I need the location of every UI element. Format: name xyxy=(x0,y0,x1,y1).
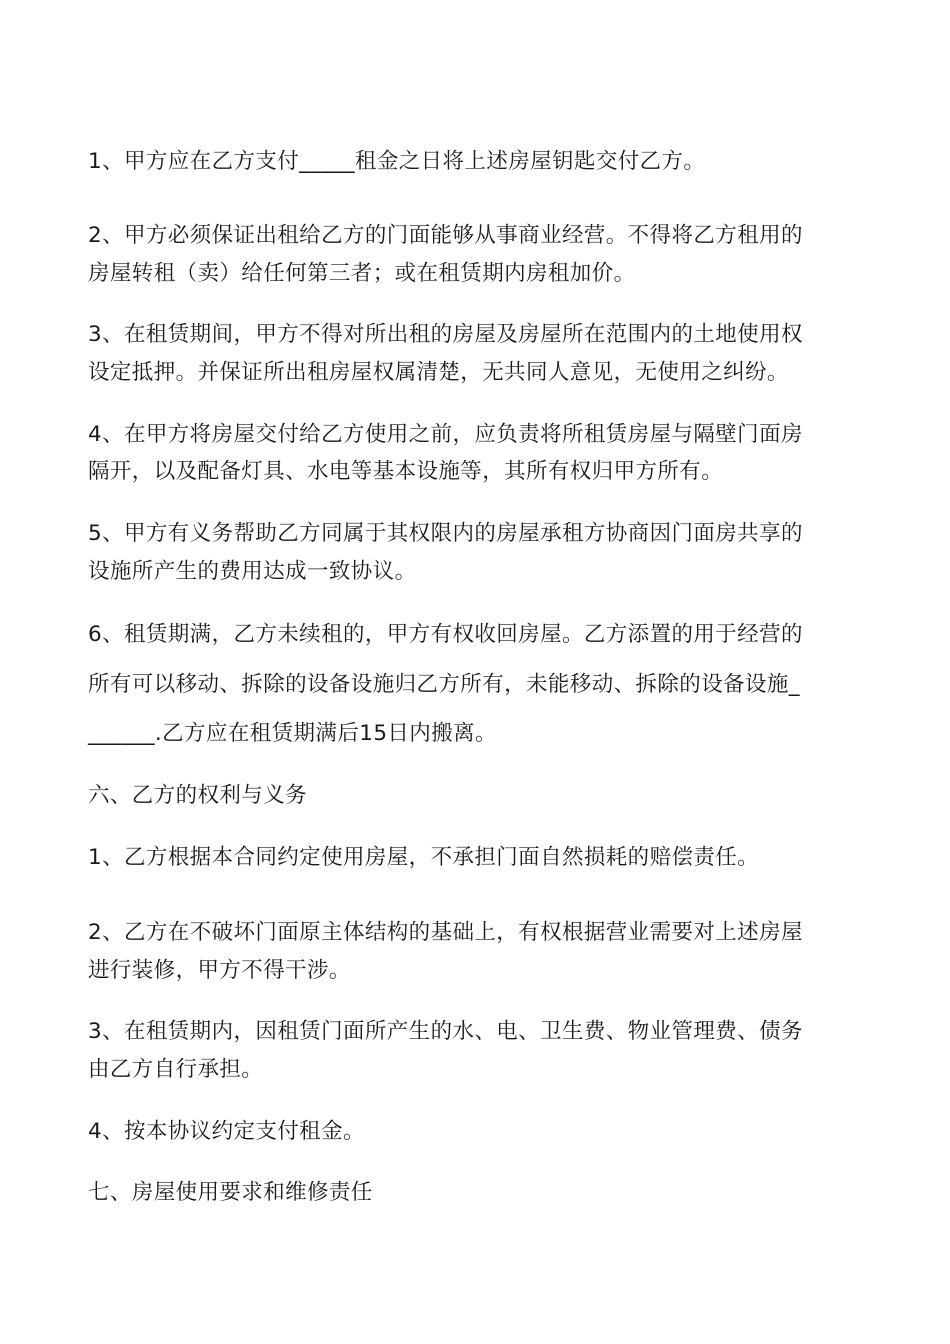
text-line: 设定抵押。并保证所出租房屋权属清楚，无共同人意见，无使用之纠纷。 xyxy=(88,360,789,385)
text-line: 设施所产生的费用达成一致协议。 xyxy=(88,559,417,584)
text-line: 房屋转租（卖）给任何第三者；或在租赁期内房租加价。 xyxy=(88,261,636,286)
text-line: 6、租赁期满，乙方未续租的，甲方有权收回房屋。乙方添置的用于经营的 xyxy=(88,622,803,647)
text-line: 3、在租赁期内，因租赁门面所产生的水、电、卫生费、物业管理费、债务 xyxy=(88,1019,803,1044)
section-heading: 七、房屋使用要求和维修责任 xyxy=(88,1180,373,1205)
text-line: 1、乙方根据本合同约定使用房屋，不承担门面自然损耗的赔偿责任。 xyxy=(88,845,760,870)
text-line: 隔开，以及配备灯具、水电等基本设施等，其所有权归甲方所有。 xyxy=(88,459,724,484)
text-line: 1、甲方应在乙方支付_____租金之日将上述房屋钥匙交付乙方。 xyxy=(88,149,706,174)
text-line: 5、甲方有义务帮助乙方同属于其权限内的房屋承租方协商因门面房共享的 xyxy=(88,521,803,546)
text-line: 2、甲方必须保证出租给乙方的门面能够从事商业经营。不得将乙方租用的 xyxy=(88,223,803,248)
text-line: ______.乙方应在租赁期满后15日内搬离。 xyxy=(88,721,497,746)
section-heading: 六、乙方的权利与义务 xyxy=(88,783,308,808)
text-line: 3、在租赁期间，甲方不得对所出租的房屋及房屋所在范围内的土地使用权 xyxy=(88,322,803,347)
text-line: 2、乙方在不破坏门面原主体结构的基础上，有权根据营业需要对上述房屋 xyxy=(88,920,803,945)
text-line: 所有可以移动、拆除的设备设施归乙方所有，未能移动、拆除的设备设施_ xyxy=(88,672,800,697)
text-line: 进行装修，甲方不得干涉。 xyxy=(88,958,351,983)
text-line: 4、按本协议约定支付租金。 xyxy=(88,1119,365,1144)
text-line: 由乙方自行承担。 xyxy=(88,1057,264,1082)
text-line: 4、在甲方将房屋交付给乙方使用之前，应负责将所租赁房屋与隔壁门面房 xyxy=(88,422,803,447)
